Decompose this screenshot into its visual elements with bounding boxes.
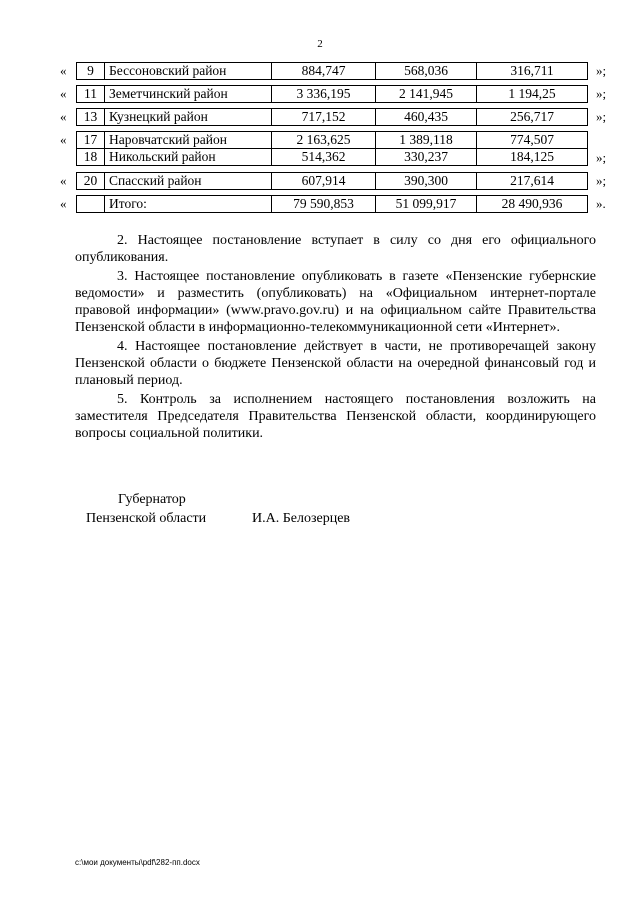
row-number-cell: 11 (77, 86, 105, 103)
district-name-cell: Бессоновский район (105, 63, 272, 80)
table-row (77, 86, 588, 103)
row-number-cell (77, 196, 105, 213)
table-row (77, 149, 588, 166)
signature-title-line2: Пензенской области (86, 511, 207, 526)
table-row (77, 132, 588, 149)
value-part-1-cell: 330,237 (376, 149, 477, 166)
paragraph-4: 4. Настоящее постановление действует в части, не противоречащей закону Пензенской области о бюджете Пензенской области на очередной финансовый год и плановый период. (75, 339, 596, 388)
district-name-cell: Кузнецкий район (105, 109, 272, 126)
table-row-group (60, 62, 620, 80)
value-total-cell: 607,914 (272, 173, 376, 190)
closing-quote: ». (596, 196, 606, 211)
closing-quote: »; (596, 173, 607, 188)
district-name-cell: Итого: (105, 196, 272, 213)
opening-quote: « (60, 132, 67, 147)
table-row-group (60, 172, 620, 190)
opening-quote: « (60, 86, 67, 101)
district-name-cell: Земетчинский район (105, 86, 272, 103)
value-part-2-cell: 256,717 (477, 109, 588, 126)
district-name-cell: Никольский район (105, 149, 272, 166)
page-number: 2 (317, 38, 323, 50)
value-part-1-cell: 2 141,945 (376, 86, 477, 103)
value-part-2-cell: 28 490,936 (477, 196, 588, 213)
signature-name: И.А. Белозерцев (252, 511, 351, 526)
table-row-group (60, 85, 620, 103)
value-part-2-cell: 184,125 (477, 149, 588, 166)
opening-quote: « (60, 109, 67, 124)
resolution-body-text (75, 232, 596, 444)
row-number-cell: 18 (77, 149, 105, 166)
district-name-cell: Спасский район (105, 173, 272, 190)
closing-quote: »; (596, 63, 607, 78)
row-number-cell: 20 (77, 173, 105, 190)
district-table (76, 131, 588, 166)
value-part-1-cell: 460,435 (376, 109, 477, 126)
value-total-cell: 717,152 (272, 109, 376, 126)
table-row (77, 173, 588, 190)
value-part-2-cell: 774,507 (477, 132, 588, 149)
opening-quote: « (60, 173, 67, 188)
amendment-table-block (60, 62, 620, 213)
table-row (77, 63, 588, 80)
district-table (76, 172, 588, 190)
district-table (76, 195, 588, 213)
opening-quote: « (60, 63, 67, 78)
district-table (76, 108, 588, 126)
district-table (76, 85, 588, 103)
value-part-1-cell: 1 389,118 (376, 132, 477, 149)
paragraph-5: 5. Контроль за исполнением настоящего постановления возложить на заместителя Председателя Правительства Пензенской области, координирующего вопросы социальной политики. (75, 392, 596, 441)
footer-file-path: c:\мои документы\pdf\282-пп.docx (75, 858, 200, 867)
opening-quote: « (60, 196, 67, 211)
value-total-cell: 3 336,195 (272, 86, 376, 103)
closing-quote: »; (596, 150, 607, 165)
table-row (77, 196, 588, 213)
value-total-cell: 2 163,625 (272, 132, 376, 149)
table-row (77, 109, 588, 126)
paragraph-3: 3. Настоящее постановление опубликовать в газете «Пензенские губернские ведомости» и разместить (опубликовать) на «Официальном интернет-портале правовой информации» (www.pravo.gov.ru) и на официальном сайте Правительства Пензенской области в информационно-телекоммуникационной сети «Интернет». (75, 269, 596, 335)
value-part-1-cell: 51 099,917 (376, 196, 477, 213)
value-part-1-cell: 390,300 (376, 173, 477, 190)
signature-title-line1: Губернатор (118, 492, 186, 507)
value-part-2-cell: 316,711 (477, 63, 588, 80)
value-part-2-cell: 217,614 (477, 173, 588, 190)
paragraph-2: 2. Настоящее постановление вступает в силу со дня его официального опубликования. (75, 233, 596, 265)
district-table (76, 62, 588, 80)
value-total-cell: 79 590,853 (272, 196, 376, 213)
table-row-group (60, 195, 620, 213)
closing-quote: »; (596, 86, 607, 101)
row-number-cell: 17 (77, 132, 105, 149)
closing-quote: »; (596, 109, 607, 124)
value-part-2-cell: 1 194,25 (477, 86, 588, 103)
row-number-cell: 13 (77, 109, 105, 126)
table-row-group (60, 108, 620, 126)
row-number-cell: 9 (77, 63, 105, 80)
value-part-1-cell: 568,036 (376, 63, 477, 80)
value-total-cell: 514,362 (272, 149, 376, 166)
table-row-group (60, 131, 620, 167)
value-total-cell: 884,747 (272, 63, 376, 80)
district-name-cell: Наровчатский район (105, 132, 272, 149)
